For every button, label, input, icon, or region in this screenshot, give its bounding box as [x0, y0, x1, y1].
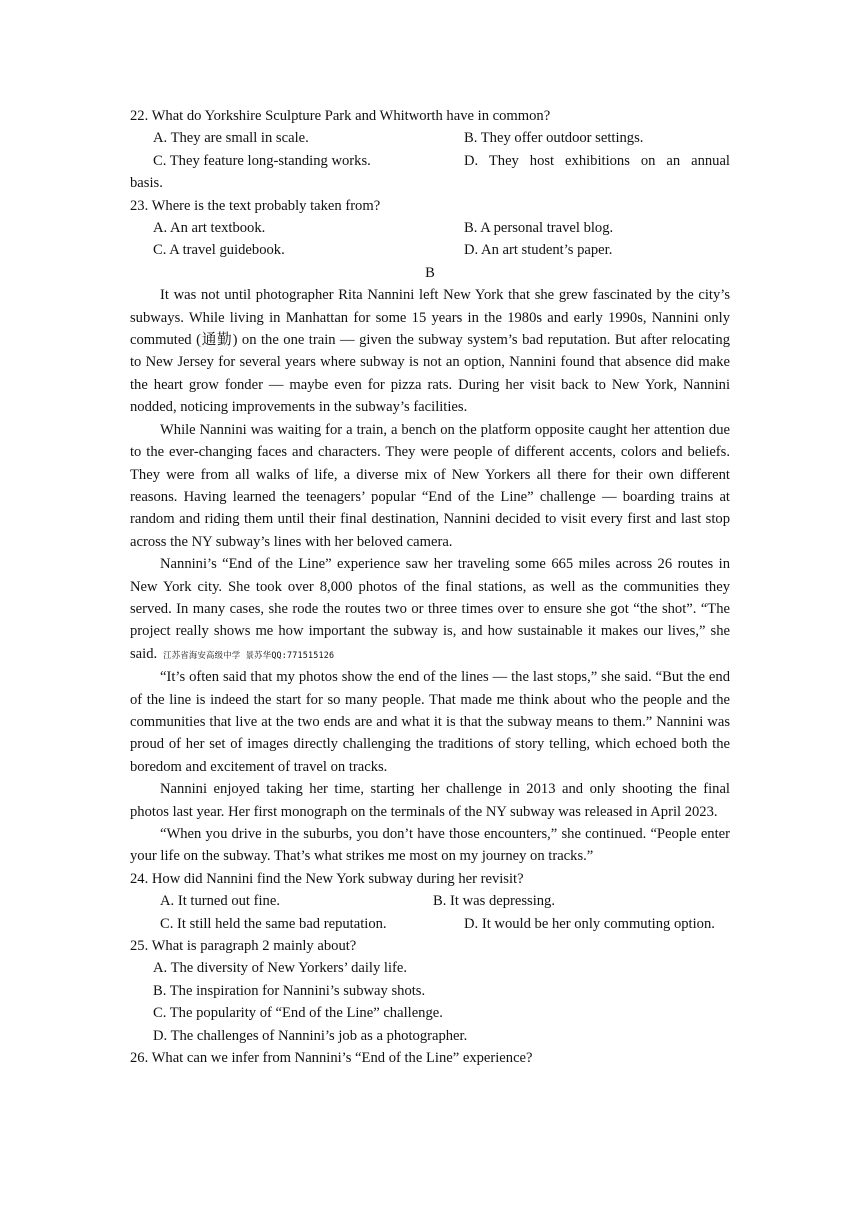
question-25 — [130, 935, 730, 1047]
watermark-note: 江苏省海安高级中学 景苏华QQ:771515126 — [163, 649, 335, 660]
question-stem: 25. What is paragraph 2 mainly about? — [130, 938, 357, 955]
option-a: A. An art textbook. — [153, 220, 266, 237]
question-24 — [130, 868, 730, 935]
option-a: A. They are small in scale. — [153, 130, 309, 147]
option-a: A. The diversity of New Yorkers’ daily life. — [153, 960, 407, 977]
section-label: B — [425, 264, 435, 281]
option-b: B. The inspiration for Nannini’s subway shots. — [153, 982, 426, 999]
question-26 — [130, 1047, 730, 1069]
paragraph-2: While Nannini was waiting for a train, a bench on the platform opposite caught her attention due to the ever-changing faces and characters. They were people of different accents, colors and beliefs. They were from all walks of life, a diverse mix of New Yorkers all there for their own different reasons. Having learned the teenagers’ popular “End of the Line” challenge — boarding trains at random and riding them until their final destination, Nannini decided to visit every first and last stop across the NY subway’s lines with her beloved camera. — [130, 421, 730, 550]
option-b: B. They offer outdoor settings. — [464, 130, 644, 147]
option-b: B. A personal travel blog. — [464, 220, 614, 237]
paragraph-3-text: Nannini’s “End of the Line” experience saw her traveling some 665 miles across 26 routes in New York city. She took over 8,000 photos of the final stations, as well as the communities they served. In many cases, she rode the routes two or three times over to ensure she got “the shot”. “The project really shows me how important the subway is, and how sustainable it makes our lives,” she said. — [130, 556, 730, 662]
paragraph-4: “It’s often said that my photos show the end of the lines — the last stops,” she said. “But the end of the line is indeed the start for so many people. That made me think about who the people and the communities that live at the two ends are and what it is that the subway means to them.” Nannini was proud of her set of images directly challenging the traditions of story telling, which echoed both the boredom and excitement of travel on tracks. — [130, 669, 730, 775]
option-d: D. It would be her only commuting option. — [464, 915, 715, 932]
question-23 — [130, 195, 730, 262]
question-stem: 26. What can we infer from Nannini’s “End of the Line” experience? — [130, 1050, 533, 1067]
paragraph-6: “When you drive in the suburbs, you don’t have those encounters,” she continued. “People enter your life on the subway. That’s what strikes me most on my journey on tracks.” — [130, 826, 730, 865]
option-d-continuation: basis. — [130, 175, 163, 192]
option-c: C. They feature long-standing works. — [153, 152, 371, 169]
option-c: C. A travel guidebook. — [153, 242, 285, 259]
option-b: B. It was depressing. — [433, 893, 556, 910]
option-d: D. An art student’s paper. — [464, 242, 613, 259]
paragraph-5: Nannini enjoyed taking her time, starting her challenge in 2013 and only shooting the final photos last year. Her first monograph on the terminals of the NY subway was released in April 2023. — [130, 781, 730, 820]
exam-page — [130, 105, 730, 1069]
option-d: D. The challenges of Nannini’s job as a photographer. — [153, 1027, 468, 1044]
question-stem: 23. Where is the text probably taken from? — [130, 197, 381, 214]
option-c: C. The popularity of “End of the Line” challenge. — [153, 1005, 443, 1022]
question-22 — [130, 105, 730, 195]
passage — [130, 284, 730, 868]
paragraph-1: It was not until photographer Rita Nannini left New York that she grew fascinated by the city’s subways. While living in Manhattan for some 15 years in the 1980s and early 1990s, Nannini only commuted (通勤) on the one train — given the subway system’s bad reputation. But after relocating to New Jersey for several years where subway is not an option, Nannini found that absence did make the heart grow fonder — maybe even for pizza rats. During her visit back to New York, Nannini nodded, noticing improvements in the subway’s facilities. — [130, 287, 730, 416]
question-stem: 24. How did Nannini find the New York subway during her revisit? — [130, 870, 524, 887]
paragraph-3 — [130, 553, 730, 666]
option-a: A. It turned out fine. — [160, 893, 280, 910]
option-c: C. It still held the same bad reputation. — [160, 915, 387, 932]
question-stem: 22. What do Yorkshire Sculpture Park and Whitworth have in common? — [130, 108, 551, 124]
option-d: D. They host exhibitions on an annual — [464, 152, 730, 169]
